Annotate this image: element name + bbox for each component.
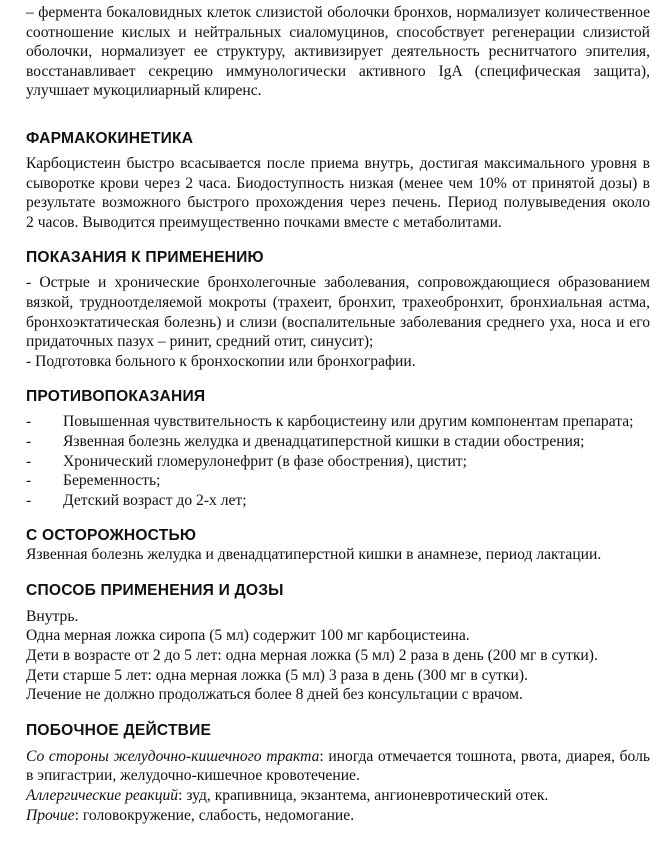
dosage-paragraph — [26, 626, 650, 704]
side-effects-heading: ПОБОЧНОЕ ДЕЙСТВИЕ — [26, 721, 212, 739]
indications-paragraph — [26, 273, 650, 371]
list-item: - Хронический гломерулонефрит (в фазе обострения), цистит; — [26, 452, 467, 470]
dosage-line: Дети старше 5 лет: одна мерная ложка (5 мл) 3 раза в день (300 мг в сутки). — [26, 666, 528, 684]
intro-line: восстанавливает секрецию иммунологически активного IgA (специфическая защита), — [26, 62, 650, 80]
intro-line: улучшает мукоцилиарный клиренс. — [26, 82, 262, 100]
side-effects-gi-line-2: в эпигастрии, желудочно-кишечное кровотечение. — [26, 767, 360, 785]
dosage-heading: СПОСОБ ПРИМЕНЕНИЯ И ДОЗЫ — [26, 581, 284, 599]
indications-line: придаточных пазух – ринит, средний отит, синусит); — [26, 333, 374, 351]
caution-paragraph: Язвенная болезнь желудка и двенадцатиперстной кишки в анамнезе, период лактации. — [26, 546, 602, 564]
list-bullet: - — [26, 432, 32, 450]
list-bullet: - — [26, 472, 32, 490]
side-effects-paragraph — [26, 747, 650, 825]
dosage-line: Лечение не должно продолжаться более 8 дней без консультации с врачом. — [26, 686, 523, 704]
indications-line: - Острые и хронические бронхолегочные заболевания, сопровождающиеся образованием — [26, 274, 650, 292]
list-bullet: - — [26, 491, 32, 509]
list-item: - Детский возраст до 2-х лет; — [26, 491, 247, 509]
list-item: - Беременность; — [26, 472, 161, 490]
caution-heading: С ОСТОРОЖНОСТЬЮ — [26, 527, 197, 545]
section-pharmacokinetics — [26, 129, 650, 232]
side-effects-gi-label: Со стороны желудочно-кишечного тракта — [26, 747, 320, 765]
side-effects-allergy-label: Аллергические реакций — [26, 787, 179, 805]
side-effects-other-line: Прочие: головокружение, слабость, недомогание. — [26, 806, 355, 824]
list-item: - Язвенная болезнь желудка и двенадцатиперстной кишки в стадии обострения; — [26, 432, 585, 450]
dosage-line: Дети в возрасте от 2 до 5 лет: одна мерная ложка (5 мл) 2 раза в день (200 мг в сутки). — [26, 647, 598, 665]
pharmacokinetics-line: результате возможного быстрого прохождения через печень. Период полувыведения около — [26, 194, 650, 212]
indications-heading: ПОКАЗАНИЯ К ПРИМЕНЕНИЮ — [26, 249, 264, 267]
side-effects-other-label: Прочие — [26, 806, 75, 824]
pharmacokinetics-heading: ФАРМАКОКИНЕТИКА — [26, 129, 194, 147]
contraindications-list — [26, 412, 650, 510]
pharmacokinetics-line: сыворотке крови через 2 часа. Биодоступность низкая (менее чем 10% от принятой дозы) в — [26, 174, 650, 192]
indications-line: бронхоэктатическая болезнь) и слизи (воспалительные заболевания среднего уха, носа и его — [26, 313, 650, 331]
section-contraindications — [26, 387, 650, 510]
pharmacokinetics-line: Карбоцистеин быстро всасывается после приема внутрь, достигая максимального уровня в — [26, 154, 650, 172]
section-dosage — [26, 581, 650, 705]
indications-line: вязкой, трудноотделяемой мокроты (трахеит, бронхит, трахеобронхит, бронхиальная астма, — [26, 293, 650, 311]
section-caution — [26, 526, 650, 565]
intro-paragraph — [26, 3, 650, 101]
side-effects-gi-line: Со стороны желудочно-кишечного тракта: иногда отмечается тошнота, рвота, диарея, боль — [26, 747, 650, 765]
intro-line: оболочки, нормализует ее структуру, активизирует деятельность реснитчатого эпителия, — [26, 43, 650, 61]
intro-line: – фермента бокаловидных клеток слизистой оболочки бронхов, нормализует количественное — [26, 4, 650, 21]
list-item: - Повышенная чувствительность к карбоцистеину или другим компонентам препарата; — [26, 413, 634, 431]
pharmacokinetics-paragraph — [26, 154, 650, 232]
contraindications-heading: ПРОТИВОПОКАЗАНИЯ — [26, 388, 206, 406]
intro-line: соотношение кислых и нейтральных сиаломуцинов, способствует регенерации слизистой — [26, 23, 650, 41]
dosage-line: Одна мерная ложка сиропа (5 мл) содержит 100 мг карбоцистеина. — [26, 627, 470, 645]
side-effects-allergy-line: Аллергические реакций: зуд, крапивница, экзантема, ангионевротический отек. — [26, 787, 549, 805]
list-bullet: - — [26, 452, 32, 470]
dosage-route: Внутрь. — [26, 607, 79, 625]
section-side-effects — [26, 721, 650, 825]
indications-line: - Подготовка больного к бронхоскопии или бронхографии. — [26, 352, 416, 370]
section-indications — [26, 248, 650, 371]
pharmacokinetics-line: 2 часов. Выводится преимущественно почками вместе с метаболитами. — [26, 213, 502, 231]
list-bullet: - — [26, 413, 32, 431]
